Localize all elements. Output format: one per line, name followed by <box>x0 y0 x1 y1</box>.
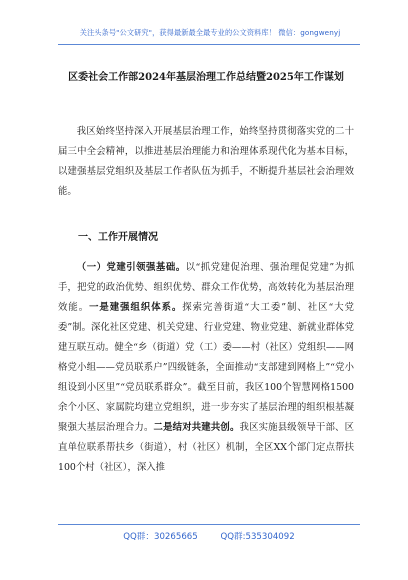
intro-paragraph: 我区始终坚持深入开展基层治理工作，始终坚持贯彻落实党的二十届三中全会精神，以推进基层治理能力和治理体系现代化为基本目标，以建强基层党组织及基层工作者队伍为抓手，不断提升基层社会治理效能。 <box>58 126 354 197</box>
point-text-1: 探索完善街道“大工委”制、社区“大党委”制。深化社区党建、机关党建、行业党建、物业党建、新就业群体党建互联互动。健全“乡（街道）党（工）委——村（社区）党组织——网格党小组——党员联系户”四级链条，全面推动“支部建到网格上”“党小组设到小区里”“党员联系群众”。截至目前，我区100个智慧网格1500余个小区、家属院均建立党组织，进一步夯实了基层治理的组织根基凝聚强大基层治理合力。 <box>58 302 354 433</box>
footer-qq-group-2: QQ群:535304092 <box>220 532 295 542</box>
body-paragraph-1 <box>58 258 354 478</box>
point-heading-1: 一是建强组织体系。 <box>89 302 183 313</box>
footer <box>58 530 360 542</box>
footer-qq-group-1: QQ群：30265665 <box>123 532 198 542</box>
header-divider <box>58 44 360 45</box>
point-text-2: 我区实施县级领导干部、区直单位联系帮扶乡（街道），村（社区）机制，全区XX个部门定点帮扶100个村（社区），深入推 <box>58 422 354 473</box>
subsection-heading-1: （一）党建引领强基础。 <box>76 262 186 273</box>
section-heading-1: 一、工作开展情况 <box>78 232 158 243</box>
footer-divider <box>58 524 360 525</box>
point-heading-2: 二是结对共建共创。 <box>153 422 240 433</box>
subsection-text-1: 以“抓党建促治理、强治理促党建”为抓手，把党的政治优势、组织优势、群众工作优势，高效转化为基层治理效能。 <box>58 262 354 313</box>
document-title: 区委社会工作部2024年基层治理工作总结暨2025年工作谋划 <box>68 72 344 83</box>
header-banner: 关注头条号"公文研究"，获得最新最全最专业的公文资料库！ 微信：gongwenyj <box>79 28 341 37</box>
